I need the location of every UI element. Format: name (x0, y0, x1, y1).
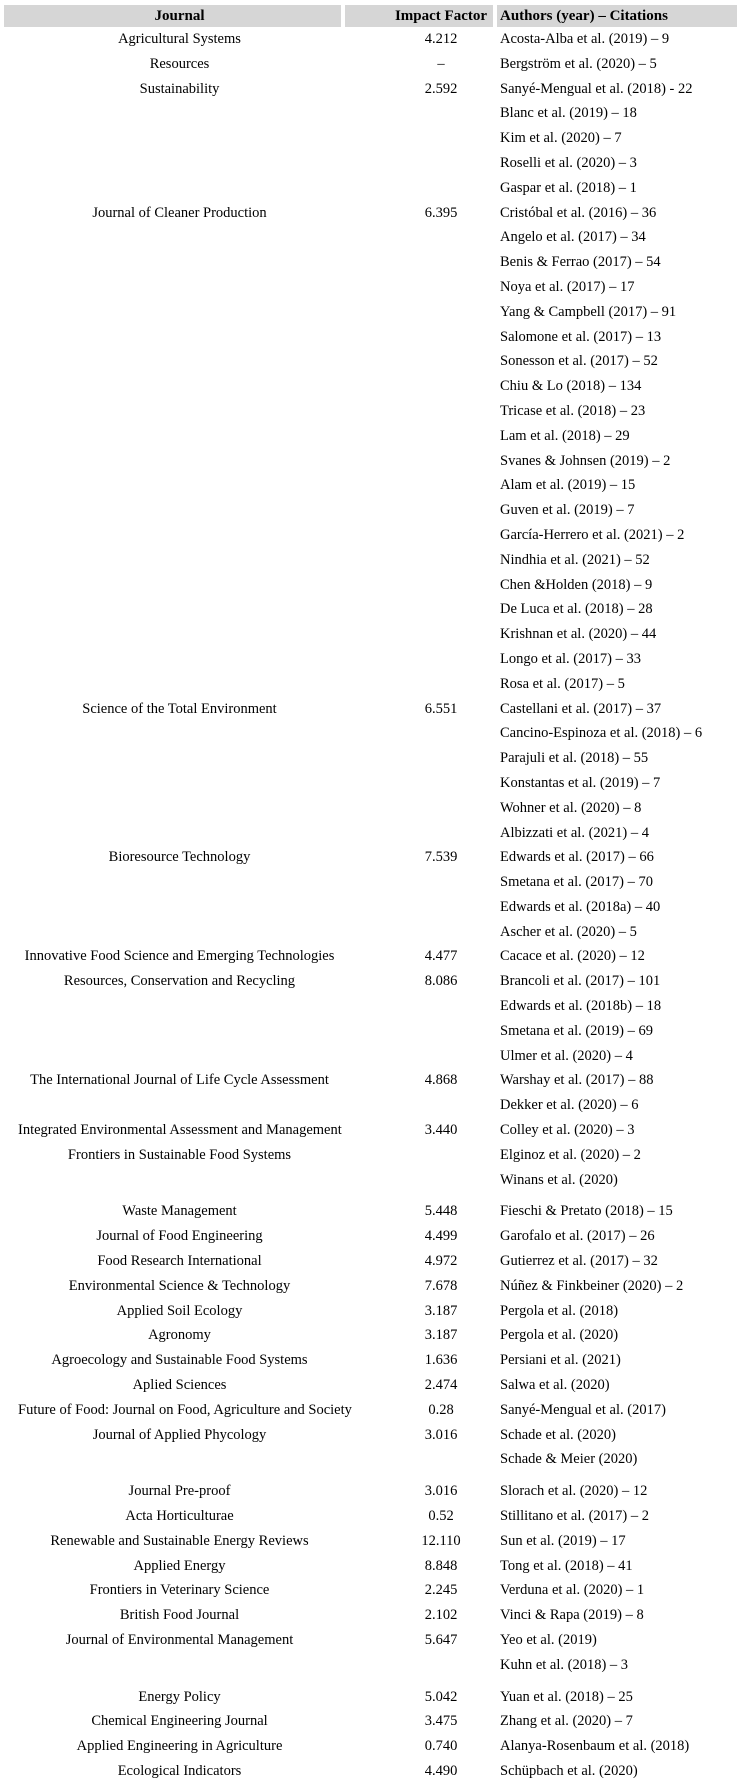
impact-factor-cell (345, 225, 493, 250)
table-row (4, 1249, 737, 1274)
impact-factor-cell (345, 647, 493, 672)
citation-cell: Tong et al. (2018) – 41 (500, 1557, 633, 1574)
journal-cell: Journal of Applied Phycology (92, 1426, 267, 1443)
citation-cell: García-Herrero et al. (2021) – 2 (500, 526, 685, 543)
citation-cell: Smetana et al. (2019) – 69 (500, 1022, 654, 1039)
table-row (4, 721, 737, 746)
table-row (4, 151, 737, 176)
impact-factor-cell (345, 821, 493, 846)
citation-cell: Lam et al. (2018) – 29 (500, 427, 630, 444)
impact-factor-cell (345, 672, 493, 697)
impact-factor-cell (345, 498, 493, 523)
impact-factor-cell: 6.551 (424, 700, 458, 717)
journal-cell (4, 796, 341, 821)
citation-cell: Rosa et al. (2017) – 5 (500, 675, 625, 692)
citation-cell: Chen &Holden (2018) – 9 (500, 576, 653, 593)
table-row (4, 1224, 737, 1249)
citation-cell: Edwards et al. (2018a) – 40 (500, 898, 661, 915)
journal-cell: The International Journal of Life Cycle Assessment (30, 1072, 329, 1089)
citation-cell: Parajuli et al. (2018) – 55 (500, 750, 649, 767)
table-row (4, 300, 737, 325)
impact-factor-cell: 0.52 (428, 1508, 454, 1525)
impact-factor-cell: 7.678 (424, 1277, 458, 1294)
impact-factor-cell: 3.187 (424, 1302, 458, 1319)
impact-factor-cell: 4.490 (424, 1762, 458, 1779)
journal-cell: Applied Engineering in Agriculture (76, 1738, 283, 1755)
citation-cell: Chiu & Lo (2018) – 134 (500, 378, 642, 395)
journal-cell (4, 1044, 341, 1069)
citation-cell: Gutierrez et al. (2017) – 32 (500, 1253, 658, 1270)
table-row (4, 1554, 737, 1579)
journal-cell (4, 870, 341, 895)
journal-cell (4, 721, 341, 746)
citation-cell: Acosta-Alba et al. (2019) – 9 (500, 31, 670, 47)
citation-cell: Schüpbach et al. (2020) (500, 1762, 638, 1779)
impact-factor-cell (345, 548, 493, 573)
citation-cell: Angelo et al. (2017) – 34 (500, 229, 646, 246)
journal-cell: Agroecology and Sustainable Food Systems (51, 1352, 308, 1369)
citation-cell: Winans et al. (2020) (500, 1171, 618, 1188)
journal-cell: Integrated Environmental Assessment and Management (18, 1122, 342, 1139)
table-row (4, 473, 737, 498)
impact-factor-cell: 0.28 (428, 1401, 454, 1418)
citation-cell: Konstantas et al. (2019) – 7 (500, 774, 661, 791)
impact-factor-cell: 0.740 (424, 1738, 458, 1755)
journal-citations-table (0, 5, 741, 1784)
journal-cell (4, 672, 341, 697)
journal-cell: Agronomy (148, 1327, 211, 1344)
table-row (4, 1274, 737, 1299)
table-row (4, 746, 737, 771)
citation-cell: Edwards et al. (2018b) – 18 (500, 998, 662, 1015)
impact-factor-cell (345, 1653, 493, 1678)
citation-cell: Albizzati et al. (2021) – 4 (500, 824, 649, 841)
impact-factor-cell: 1.636 (424, 1352, 458, 1369)
journal-cell (4, 821, 341, 846)
journal-cell (4, 126, 341, 151)
citation-cell: Pergola et al. (2020) (500, 1327, 619, 1344)
column-header-journal: Journal (4, 5, 341, 27)
table-row (4, 449, 737, 474)
journal-cell: Bioresource Technology (108, 849, 251, 866)
citation-cell: Yang & Campbell (2017) – 91 (500, 303, 677, 320)
citation-cell: Smetana et al. (2017) – 70 (500, 874, 654, 891)
citation-cell: Guven et al. (2019) – 7 (500, 502, 635, 519)
table-row (4, 821, 737, 846)
impact-factor-cell (345, 473, 493, 498)
citation-cell: Schade & Meier (2020) (500, 1451, 638, 1468)
table-row (4, 870, 737, 895)
citation-cell: Benis & Ferrao (2017) – 54 (500, 254, 661, 271)
journal-cell: Innovative Food Science and Emerging Technologies (24, 948, 335, 965)
table-row (4, 597, 737, 622)
impact-factor-cell: 4.477 (424, 948, 458, 965)
journal-cell: Chemical Engineering Journal (91, 1713, 268, 1730)
table-row (4, 1603, 737, 1628)
table-row (4, 969, 737, 994)
impact-factor-cell: 12.110 (421, 1532, 461, 1549)
citation-cell: Sanyé-Mengual et al. (2018) - 22 (500, 80, 693, 97)
journal-cell: Renewable and Sustainable Energy Reviews (50, 1532, 309, 1549)
citation-cell: De Luca et al. (2018) – 28 (500, 601, 653, 618)
citation-cell: Ascher et al. (2020) – 5 (500, 923, 637, 940)
table-row (4, 1398, 737, 1423)
journal-cell (4, 275, 341, 300)
citation-cell: Gaspar et al. (2018) – 1 (500, 179, 637, 196)
citation-cell: Castellani et al. (2017) – 37 (500, 700, 662, 717)
impact-factor-cell: 4.499 (424, 1228, 458, 1245)
journal-cell: Journal of Cleaner Production (92, 204, 267, 221)
journal-cell: Journal Pre-proof (128, 1483, 231, 1500)
citation-cell: Sanyé-Mengual et al. (2017) (500, 1401, 666, 1418)
citation-cell: Svanes & Johnsen (2019) – 2 (500, 452, 671, 469)
table-row (4, 573, 737, 598)
journal-cell (4, 300, 341, 325)
impact-factor-cell (345, 597, 493, 622)
table-row (4, 1044, 737, 1069)
journal-cell (4, 746, 341, 771)
table-row (4, 201, 737, 226)
journal-cell (4, 250, 341, 275)
table-row (4, 895, 737, 920)
journal-cell: Energy Policy (138, 1688, 221, 1705)
column-header-impact-factor: Impact Factor (345, 5, 493, 27)
citation-cell: Salwa et al. (2020) (500, 1377, 610, 1394)
impact-factor-cell: 5.448 (424, 1203, 458, 1220)
citation-cell: Colley et al. (2020) – 3 (500, 1122, 635, 1139)
citation-cell: Cristóbal et al. (2016) – 36 (500, 204, 657, 221)
impact-factor-cell (345, 151, 493, 176)
impact-factor-cell (345, 771, 493, 796)
impact-factor-cell (345, 796, 493, 821)
impact-factor-cell (345, 895, 493, 920)
impact-factor-cell (345, 275, 493, 300)
journal-cell: Future of Food: Journal on Food, Agriculture and Society (18, 1401, 352, 1418)
table-row (4, 796, 737, 821)
impact-factor-cell: 2.592 (424, 80, 458, 97)
journal-cell: Journal of Environmental Management (65, 1632, 294, 1648)
citation-cell: Stillitano et al. (2017) – 2 (500, 1508, 650, 1525)
journal-cell: Applied Energy (133, 1557, 226, 1574)
table-row (4, 1447, 737, 1472)
impact-factor-cell: 2.102 (424, 1607, 458, 1624)
impact-factor-cell (345, 349, 493, 374)
impact-factor-cell: 5.647 (424, 1632, 458, 1648)
table-row (4, 944, 737, 969)
journal-cell (4, 1168, 341, 1193)
table-row (4, 27, 737, 52)
impact-factor-cell: 3.016 (424, 1483, 458, 1500)
table-row (4, 1423, 737, 1448)
impact-factor-cell: 3.187 (424, 1327, 458, 1344)
column-header-authors-citations: Authors (year) – Citations (497, 5, 737, 27)
impact-factor-cell: 3.016 (424, 1426, 458, 1443)
citation-cell: Bergström et al. (2020) – 5 (500, 55, 657, 72)
table-row (4, 176, 737, 201)
journal-cell (4, 895, 341, 920)
table-row (4, 1068, 737, 1093)
journal-cell: Frontiers in Veterinary Science (89, 1582, 270, 1599)
table-row (4, 1759, 737, 1784)
journal-cell (4, 498, 341, 523)
citation-cell: Vinci & Rapa (2019) – 8 (500, 1607, 644, 1624)
journal-cell (4, 101, 341, 126)
citation-cell: Zhang et al. (2020) – 7 (500, 1713, 633, 1730)
citation-cell: Wohner et al. (2020) – 8 (500, 799, 642, 816)
table-row (4, 1192, 737, 1224)
journal-cell (4, 374, 341, 399)
table-row (4, 1734, 737, 1759)
journal-cell (4, 225, 341, 250)
table-row (4, 1472, 737, 1504)
citation-cell: Nindhia et al. (2021) – 52 (500, 551, 650, 568)
table-row (4, 250, 737, 275)
table-row (4, 697, 737, 722)
impact-factor-cell: 5.042 (424, 1688, 458, 1705)
table-row (4, 1504, 737, 1529)
citation-cell: Alam et al. (2019) – 15 (500, 477, 636, 494)
table-row (4, 647, 737, 672)
table-row (4, 424, 737, 449)
table-row (4, 1678, 737, 1710)
journal-cell (4, 1093, 341, 1118)
impact-factor-cell: 4.972 (424, 1253, 458, 1270)
journal-cell: Waste Management (122, 1203, 237, 1220)
journal-cell (4, 325, 341, 350)
impact-factor-cell (345, 1447, 493, 1472)
table-row (4, 672, 737, 697)
table-row (4, 548, 737, 573)
journal-cell: Aplied Sciences (132, 1377, 227, 1394)
journal-cell: Resources, Conservation and Recycling (63, 973, 296, 990)
citation-cell: Fieschi & Pretato (2018) – 15 (500, 1203, 673, 1220)
table-row (4, 126, 737, 151)
journal-cell: Sustainability (139, 80, 220, 97)
impact-factor-cell: – (437, 55, 445, 72)
table-row (4, 523, 737, 548)
citation-cell: Garofalo et al. (2017) – 26 (500, 1228, 655, 1245)
journal-cell: Ecological Indicators (117, 1762, 242, 1779)
journal-cell (4, 622, 341, 647)
impact-factor-cell: 8.086 (424, 973, 458, 990)
journal-cell (4, 573, 341, 598)
journal-cell (4, 647, 341, 672)
citation-cell: Persiani et al. (2021) (500, 1352, 621, 1369)
impact-factor-cell (345, 994, 493, 1019)
journal-cell: Resources (149, 55, 210, 72)
journal-cell (4, 597, 341, 622)
table-row (4, 1348, 737, 1373)
journal-cell (4, 449, 341, 474)
table-row (4, 1299, 737, 1324)
journal-cell (4, 1019, 341, 1044)
impact-factor-cell (345, 573, 493, 598)
impact-factor-cell: 4.868 (424, 1072, 458, 1089)
table-row (4, 1168, 737, 1193)
citation-cell: Sun et al. (2019) – 17 (500, 1532, 626, 1549)
journal-cell (4, 473, 341, 498)
citation-cell: Núñez & Finkbeiner (2020) – 2 (500, 1277, 684, 1294)
citation-cell: Cacace et al. (2020) – 12 (500, 948, 645, 965)
header-row (4, 5, 737, 27)
citation-cell: Kim et al. (2020) – 7 (500, 130, 622, 147)
table-row (4, 77, 737, 102)
citation-cell: Kuhn et al. (2018) – 3 (500, 1656, 629, 1673)
journal-cell (4, 399, 341, 424)
table-row (4, 101, 737, 126)
table-row (4, 325, 737, 350)
impact-factor-cell (345, 870, 493, 895)
citation-cell: Yeo et al. (2019) (500, 1632, 597, 1648)
journal-cell: Applied Soil Ecology (116, 1302, 243, 1319)
citation-cell: Sonesson et al. (2017) – 52 (500, 353, 658, 370)
citation-cell: Slorach et al. (2020) – 12 (500, 1483, 648, 1500)
impact-factor-cell (345, 449, 493, 474)
journal-cell (4, 548, 341, 573)
impact-factor-cell (345, 374, 493, 399)
impact-factor-cell (345, 176, 493, 201)
journal-cell: Environmental Science & Technology (68, 1277, 291, 1294)
table-row (4, 1653, 737, 1678)
journal-cell: Frontiers in Sustainable Food Systems (67, 1146, 292, 1163)
table-row (4, 1143, 737, 1168)
impact-factor-cell (345, 325, 493, 350)
impact-factor-cell (345, 721, 493, 746)
table-row (4, 1628, 737, 1653)
impact-factor-cell (345, 300, 493, 325)
table-row (4, 374, 737, 399)
table-row (4, 622, 737, 647)
table-row (4, 1019, 737, 1044)
table-row (4, 1373, 737, 1398)
citation-cell: Alanya-Rosenbaum et al. (2018) (500, 1738, 690, 1755)
citation-cell: Edwards et al. (2017) – 66 (500, 849, 654, 866)
table-row (4, 349, 737, 374)
table-row (4, 1529, 737, 1554)
table-row (4, 771, 737, 796)
impact-factor-cell (345, 1143, 493, 1168)
journal-cell: Agricultural Systems (118, 31, 241, 47)
impact-factor-cell: 3.475 (424, 1713, 458, 1730)
impact-factor-cell: 8.848 (424, 1557, 458, 1574)
journal-cell (4, 1447, 341, 1472)
impact-factor-cell (345, 1044, 493, 1069)
journal-cell: Science of the Total Environment (82, 700, 277, 717)
citation-cell: Verduna et al. (2020) – 1 (500, 1582, 645, 1599)
table-row (4, 225, 737, 250)
impact-factor-cell: 2.474 (424, 1377, 458, 1394)
journal-cell (4, 994, 341, 1019)
impact-factor-cell: 4.212 (424, 31, 458, 47)
citation-cell: Roselli et al. (2020) – 3 (500, 154, 637, 171)
table-row (4, 1118, 737, 1143)
citation-cell: Blanc et al. (2019) – 18 (500, 105, 637, 122)
impact-factor-cell (345, 399, 493, 424)
citation-cell: Yuan et al. (2018) – 25 (500, 1688, 633, 1705)
impact-factor-cell (345, 101, 493, 126)
table-body (4, 27, 737, 1784)
citation-cell: Ulmer et al. (2020) – 4 (500, 1047, 633, 1064)
journal-cell: Acta Horticulturae (125, 1508, 234, 1525)
impact-factor-cell (345, 250, 493, 275)
impact-factor-cell (345, 746, 493, 771)
impact-factor-cell (345, 424, 493, 449)
impact-factor-cell (345, 523, 493, 548)
journal-cell (4, 920, 341, 945)
journal-cell: Journal of Food Engineering (96, 1228, 263, 1245)
citation-cell: Cancino-Espinoza et al. (2018) – 6 (500, 725, 703, 742)
journal-cell: British Food Journal (119, 1607, 240, 1624)
impact-factor-cell (345, 1019, 493, 1044)
journal-cell (4, 771, 341, 796)
table-row (4, 1323, 737, 1348)
table-row (4, 1093, 737, 1118)
citation-cell: Pergola et al. (2018) (500, 1302, 619, 1319)
impact-factor-cell: 3.440 (424, 1122, 458, 1139)
table-row (4, 275, 737, 300)
citation-cell: Warshay et al. (2017) – 88 (500, 1072, 654, 1089)
table-row (4, 920, 737, 945)
table-row (4, 845, 737, 870)
citation-cell: Longo et al. (2017) – 33 (500, 650, 641, 667)
journal-cell (4, 349, 341, 374)
impact-factor-cell: 2.245 (424, 1582, 458, 1599)
impact-factor-cell (345, 920, 493, 945)
citation-cell: Tricase et al. (2018) – 23 (500, 402, 646, 419)
journal-cell (4, 523, 341, 548)
table-row (4, 1709, 737, 1734)
journal-cell (4, 176, 341, 201)
impact-factor-cell (345, 1168, 493, 1193)
citation-cell: Salomone et al. (2017) – 13 (500, 328, 662, 345)
table-row (4, 994, 737, 1019)
citation-cell: Schade et al. (2020) (500, 1426, 616, 1443)
impact-factor-cell (345, 1093, 493, 1118)
citation-cell: Elginoz et al. (2020) – 2 (500, 1146, 641, 1163)
impact-factor-cell: 7.539 (424, 849, 458, 866)
impact-factor-cell (345, 126, 493, 151)
table-row (4, 498, 737, 523)
impact-factor-cell: 6.395 (424, 204, 458, 221)
journal-cell (4, 424, 341, 449)
journal-cell: Food Research International (97, 1253, 262, 1270)
table-row (4, 1578, 737, 1603)
citation-cell: Dekker et al. (2020) – 6 (500, 1097, 639, 1114)
table-row (4, 52, 737, 77)
journal-cell (4, 151, 341, 176)
citation-cell: Krishnan et al. (2020) – 44 (500, 626, 657, 643)
impact-factor-cell (345, 622, 493, 647)
citation-cell: Noya et al. (2017) – 17 (500, 278, 635, 295)
table-row (4, 399, 737, 424)
citation-cell: Brancoli et al. (2017) – 101 (500, 973, 661, 990)
journal-cell (4, 1653, 341, 1678)
